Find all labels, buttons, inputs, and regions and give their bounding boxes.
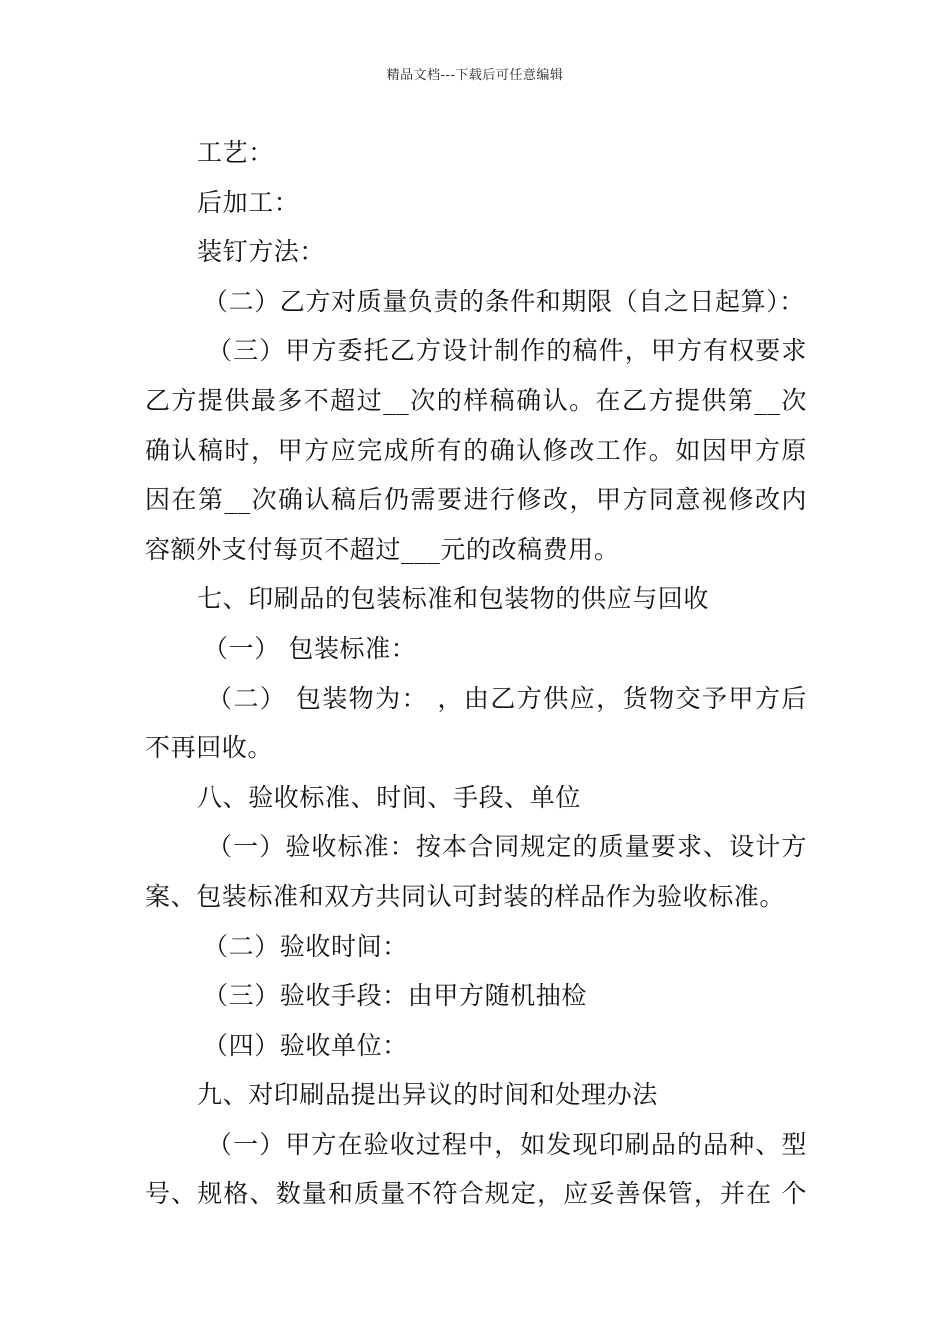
text-line: （二）乙方对质量负责的条件和期限（自之日起算）：	[203, 286, 805, 316]
text-line: （三）验收手段：由甲方随机抽检	[203, 981, 588, 1011]
text-line: 不再回收。	[145, 733, 274, 763]
text-line: （一）甲方在验收过程中，如发现印刷品的品种、型	[207, 1129, 807, 1159]
text-line: 工艺：	[197, 138, 274, 167]
text-line: 容额外支付每页不超过___元的改稿费用。	[145, 534, 620, 564]
text-line: （二）验收时间：	[203, 931, 408, 961]
text-line: 号、规格、数量和质量不符合规定，应妥善保管，并在 个	[145, 1179, 807, 1209]
text-line: 后加工：	[197, 187, 300, 217]
text-line: （四）验收单位：	[203, 1030, 408, 1060]
text-line: 乙方提供最多不超过__次的样稿确认。在乙方提供第__次	[145, 385, 807, 415]
text-line: 案、包装标准和双方共同认可封装的样品作为验收标准。	[145, 881, 786, 911]
text-line: 因在第__次确认稿后仍需要进行修改，甲方同意视修改内	[145, 485, 807, 515]
text-line: （一）验收标准：按本合同规定的质量要求、设计方	[207, 832, 807, 862]
section-heading: 七、印刷品的包装标准和包装物的供应与回收	[197, 584, 710, 614]
page-header: 精品文档---下载后可任意编辑	[386, 68, 564, 83]
section-heading: 九、对印刷品提出异议的时间和处理办法	[197, 1080, 658, 1110]
document-body	[145, 128, 807, 1219]
text-line: （二） 包装物为： ，由乙方供应，货物交予甲方后	[207, 683, 807, 713]
text-line: （三）甲方委托乙方设计制作的稿件，甲方有权要求	[207, 336, 807, 366]
text-line: （一） 包装标准：	[203, 633, 417, 663]
section-heading: 八、验收标准、时间、手段、单位	[197, 782, 582, 812]
text-line: 确认稿时，甲方应完成所有的确认修改工作。如因甲方原	[145, 435, 807, 465]
text-line: 装钉方法：	[197, 237, 326, 267]
